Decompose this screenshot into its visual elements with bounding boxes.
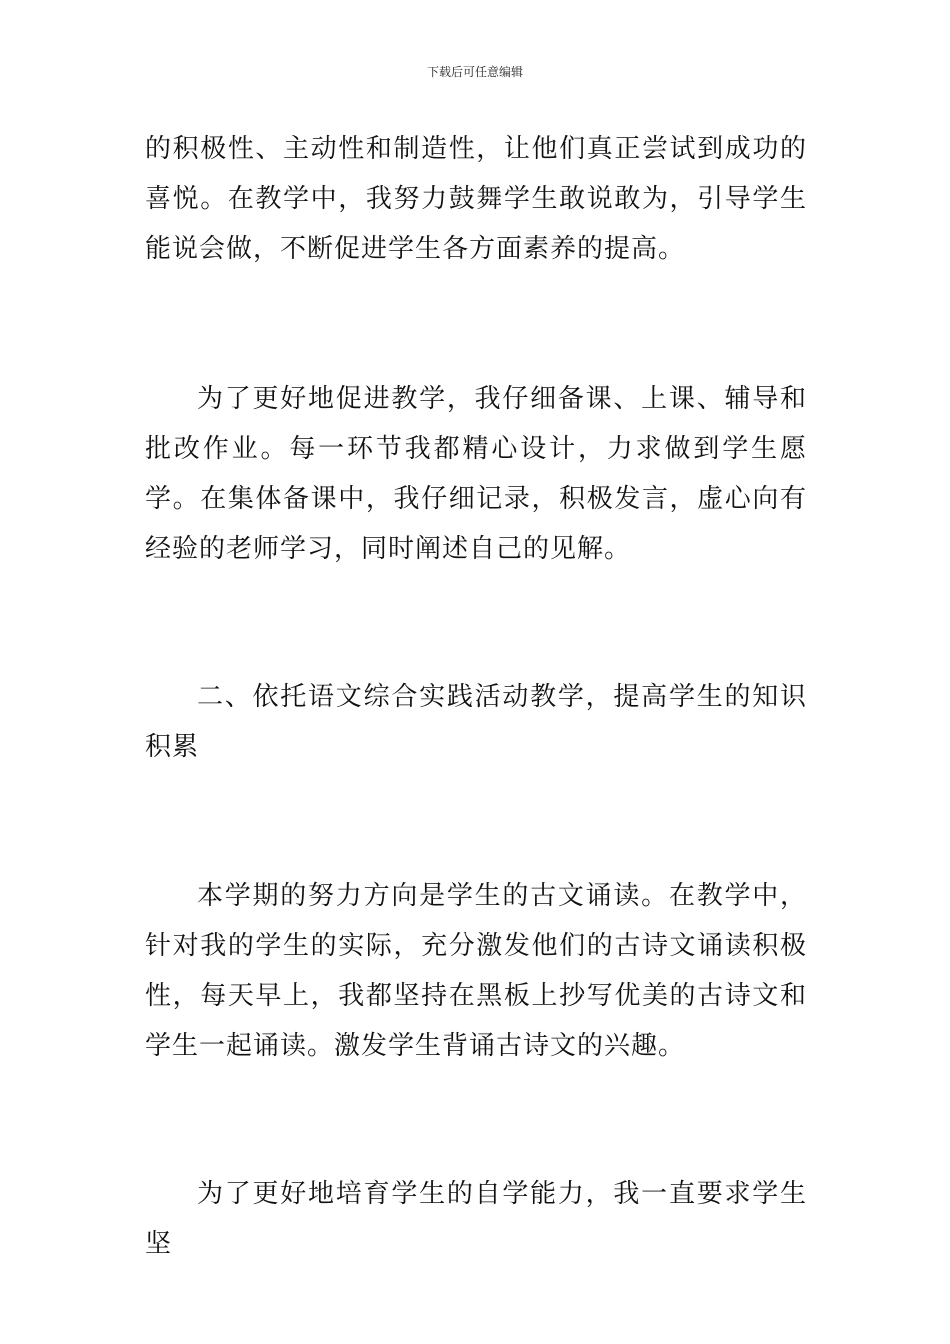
paragraph-classical-reading: 本学期的努力方向是学生的古文诵读。在教学中，针对我的学生的实际，充分激发他们的古诗文诵读积极性，每天早上，我都坚持在黑板上抄写优美的古诗文和学生一起诵读。激发学生背诵古诗文的兴趣。 <box>145 881 807 1061</box>
section-heading-2: 二、依托语文综合实践活动教学，提高学生的知识积累 <box>145 682 807 762</box>
page-header: 下载后可任意编辑 <box>426 65 523 79</box>
paragraph-self-study: 为了更好地培育学生的自学能力，我一直要求学生坚 <box>145 1179 807 1259</box>
paragraph-lesson-prep: 为了更好地促进教学，我仔细备课、上课、辅导和批改作业。每一环节我都精心设计，力求做到学生愿学。在集体备课中，我仔细记录，积极发言，虚心向有经验的老师学习，同时阐述自己的见解。 <box>145 384 807 564</box>
paragraph-continuation: 的积极性、主动性和制造性，让他们真正尝试到成功的喜悦。在教学中，我努力鼓舞学生敢说敢为，引导学生能说会做，不断促进学生各方面素养的提高。 <box>145 134 807 264</box>
